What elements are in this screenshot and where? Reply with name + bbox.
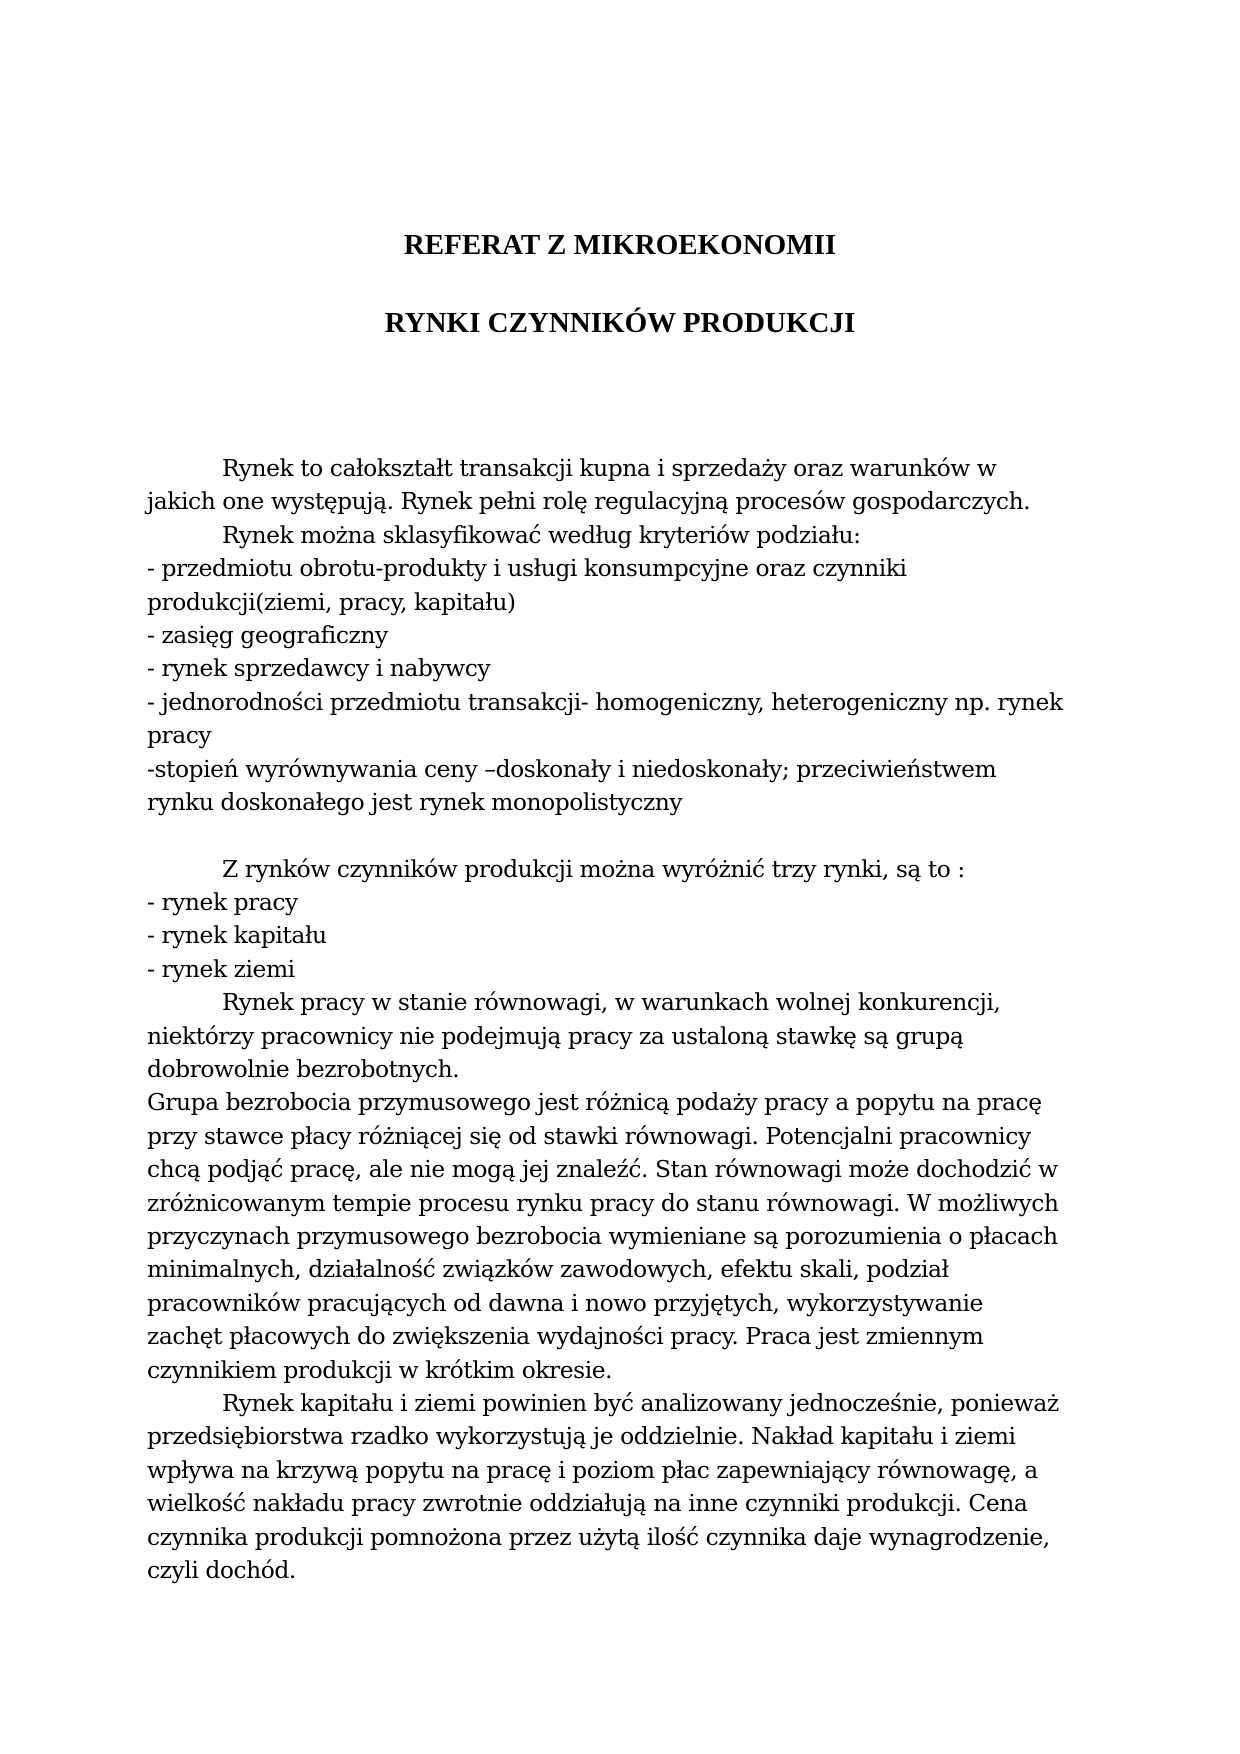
text-line: produkcji(ziemi, pracy, kapitału) — [147, 587, 516, 616]
text-line: jakich one występują. Rynek pełni rolę regulacyjną procesów gospodarczych. — [147, 487, 1031, 516]
list-item: - przedmiotu obrotu-produkty i usługi konsumpcyjne oraz czynniki — [147, 554, 907, 583]
text-line: czynnika produkcji pomnożona przez użytą ilość czynnika daje wynagrodzenie, — [147, 1522, 1050, 1551]
text-line: pracowników pracujących od dawna i nowo przyjętych, wykorzystywanie — [147, 1288, 983, 1317]
document-body — [147, 452, 1097, 1587]
text-line: Rynek kapitału i ziemi powinien być analizowany jednocześnie, ponieważ — [222, 1388, 1059, 1417]
list-item: - rynek ziemi — [147, 954, 295, 983]
text-line: przyczynach przymusowego bezrobocia wymieniane są porozumienia o płacach — [147, 1221, 1058, 1250]
document-subtitle: RYNKI CZYNNIKÓW PRODUKCJI — [384, 307, 856, 339]
text-line: wielkość nakładu pracy zwrotnie oddziałują na inne czynniki produkcji. Cena — [147, 1489, 1028, 1518]
text-line: minimalnych, działalność związków zawodowych, efektu skali, podział — [147, 1255, 949, 1284]
text-line: Rynek można sklasyfikować według kryteriów podziału: — [222, 520, 861, 549]
list-item: - rynek sprzedawcy i nabywcy — [147, 654, 491, 683]
text-line: Rynek to całokształt transakcji kupna i sprzedaży oraz warunków w — [222, 454, 997, 482]
text-line: pracy — [147, 721, 212, 750]
paragraph-gap — [147, 819, 1097, 852]
text-line: wpływa na krzywą popytu na pracę i poziom płac zapewniający równowagę, a — [147, 1455, 1038, 1484]
list-item: - zasięg geograficzny — [147, 620, 388, 649]
text-line: zróżnicowanym tempie procesu rynku pracy do stanu równowagi. W możliwych — [147, 1188, 1059, 1217]
list-item: - jednorodności przedmiotu transakcji- homogeniczny, heterogeniczny np. rynek — [147, 687, 1063, 716]
text-line: chcą podjąć pracę, ale nie mogą jej znaleźć. Stan równowagi może dochodzić w — [147, 1155, 1058, 1184]
text-line: dobrowolnie bezrobotnych. — [147, 1055, 460, 1084]
text-line: czyli dochód. — [147, 1555, 296, 1584]
text-line: przy stawce płacy różniącej się od stawki równowagi. Potencjalni pracownicy — [147, 1121, 1031, 1150]
text-line: rynku doskonałego jest rynek monopolistyczny — [147, 787, 683, 816]
text-line: czynnikiem produkcji w krótkim okresie. — [147, 1355, 613, 1384]
text-line: niektórzy pracownicy nie podejmują pracy za ustaloną stawkę są grupą — [147, 1021, 964, 1050]
text-line: Z rynków czynników produkcji można wyróżnić trzy rynki, są to : — [222, 854, 965, 883]
text-line: Rynek pracy w stanie równowagi, w warunkach wolnej konkurencji, — [222, 988, 1001, 1017]
document-title: REFERAT Z MIKROEKONOMII — [403, 229, 837, 261]
list-item: -stopień wyrównywania ceny –doskonały i niedoskonały; przeciwieństwem — [147, 754, 997, 783]
list-item: - rynek pracy — [147, 888, 298, 917]
text-line: Grupa bezrobocia przymusowego jest różnicą podaży pracy a popytu na pracę — [147, 1088, 1042, 1117]
text-line: zachęt płacowych do zwiększenia wydajności pracy. Praca jest zmiennym — [147, 1322, 984, 1351]
text-line: przedsiębiorstwa rzadko wykorzystują je oddzielnie. Nakład kapitału i ziemi — [147, 1422, 1016, 1451]
list-item: - rynek kapitału — [147, 921, 327, 950]
